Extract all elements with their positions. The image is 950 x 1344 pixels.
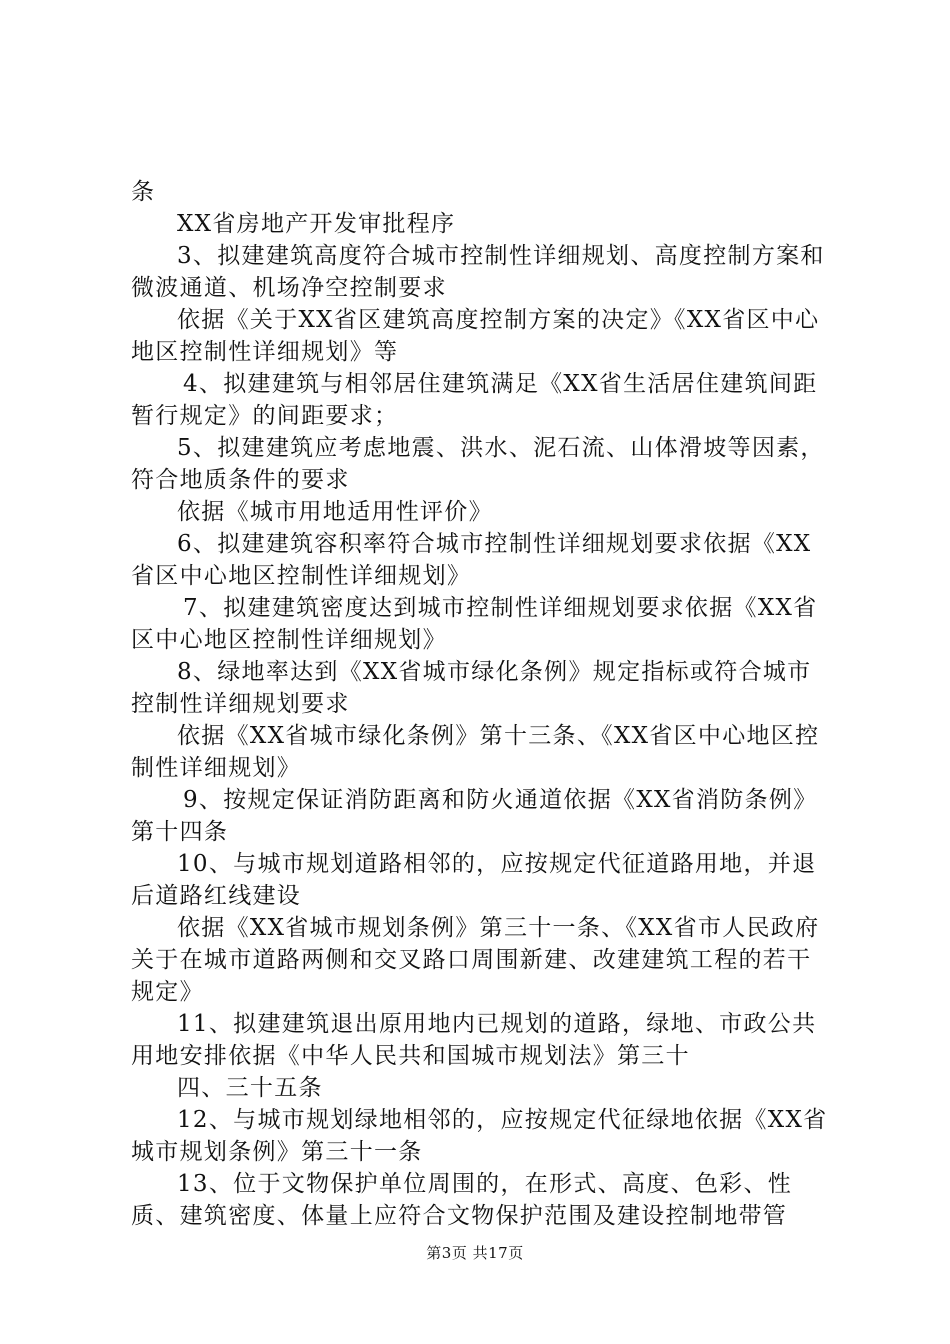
paragraph-item-3: 3、拟建建筑高度符合城市控制性详细规划、高度控制方案和微波通道、机场净空控制要求 bbox=[131, 243, 825, 301]
paragraph-item-12: 12、与城市规划绿地相邻的，应按规定代征绿地依据《XX省城市规划条例》第三十一条 bbox=[131, 1107, 828, 1165]
paragraph-item-10: 10、与城市规划道路相邻的，应按规定代征道路用地，并退后道路红线建设 bbox=[131, 851, 817, 909]
paragraph-item-8: 8、绿地率达到《XX省城市绿化条例》规定指标或符合城市控制性详细规划要求 bbox=[131, 659, 812, 717]
paragraph-basis-10: 依据《XX省城市规划条例》第三十一条、《XX省市人民政府关于在城市道路两侧和交叉路口周围新建、改建建筑工程的若干规定》 bbox=[131, 915, 820, 1005]
paragraph-basis-5: 依据《城市用地适用性评价》 bbox=[177, 499, 493, 525]
paragraph-item-9: 9、按规定保证消防距离和防火通道依据《XX省消防条例》第十四条 bbox=[131, 787, 818, 845]
paragraph-item-11: 11、拟建建筑退出原用地内已规划的道路，绿地、市政公共用地安排依据《中华人民共和国城市规划法》第三十 bbox=[131, 1011, 817, 1069]
paragraph-continuation: 条 bbox=[131, 179, 156, 205]
paragraph-item-11-continued: 四、三十五条 bbox=[177, 1075, 323, 1101]
paragraph-item-13: 13、位于文物保护单位周围的，在形式、高度、色彩、性质、建筑密度、体量上应符合文物保护范围及建设控制地带管 bbox=[131, 1171, 793, 1229]
paragraph-basis-8: 依据《XX省城市绿化条例》第十三条、《XX省区中心地区控制性详细规划》 bbox=[131, 723, 820, 781]
paragraph-item-7: 7、拟建建筑密度达到城市控制性详细规划要求依据《XX省区中心地区控制性详细规划》 bbox=[131, 595, 818, 653]
document-body bbox=[131, 176, 831, 1232]
paragraph-item-6: 6、拟建建筑容积率符合城市控制性详细规划要求依据《XX省区中心地区控制性详细规划》 bbox=[131, 531, 812, 589]
paragraph-item-5: 5、拟建建筑应考虑地震、洪水、泥石流、山体滑坡等因素，符合地质条件的要求 bbox=[131, 435, 825, 493]
paragraph-heading: XX省房地产开发审批程序 bbox=[177, 211, 456, 237]
page-number-footer: 第3页 共17页 bbox=[426, 1244, 524, 1262]
paragraph-basis-3: 依据《关于XX省区建筑高度控制方案的决定》《XX省区中心地区控制性详细规划》等 bbox=[131, 307, 820, 365]
paragraph-item-4: 4、拟建建筑与相邻居住建筑满足《XX省生活居住建筑间距暂行规定》的间距要求； bbox=[131, 371, 818, 429]
